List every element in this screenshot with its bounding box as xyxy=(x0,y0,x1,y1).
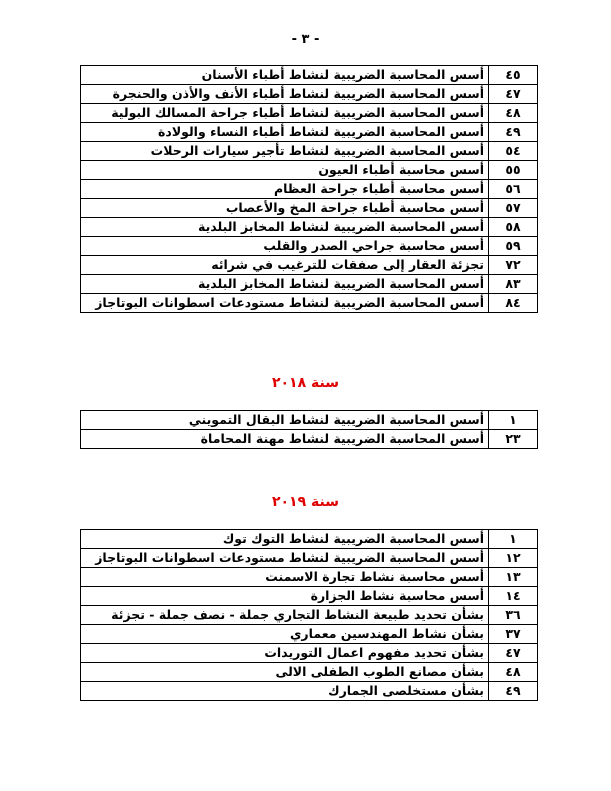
row-number: ٥٤ xyxy=(489,142,538,161)
table-row xyxy=(81,275,538,294)
row-number: ٣٦ xyxy=(489,606,538,625)
instructions-table-2018 xyxy=(80,410,538,449)
table-row xyxy=(81,218,538,237)
row-title: بشأن مصانع الطوب الطفلى الالى xyxy=(81,663,489,682)
row-number: ٥٥ xyxy=(489,161,538,180)
row-number: ٧٢ xyxy=(489,256,538,275)
table-row xyxy=(81,682,538,701)
row-number: ٤٨ xyxy=(489,104,538,123)
row-number: ١٤ xyxy=(489,587,538,606)
table-row xyxy=(81,663,538,682)
row-title: تجزئة العقار إلى صفقات للترغيب في شرائه xyxy=(81,256,489,275)
table-row xyxy=(81,625,538,644)
row-number: ٤٧ xyxy=(489,85,538,104)
row-title: أسس المحاسبة الضريبية لنشاط التوك توك xyxy=(81,530,489,549)
row-number: ٨٤ xyxy=(489,294,538,313)
row-number: ٤٩ xyxy=(489,682,538,701)
instructions-table-1 xyxy=(80,65,538,313)
table-row xyxy=(81,644,538,663)
table-row xyxy=(81,294,538,313)
row-number: ٥٩ xyxy=(489,237,538,256)
row-number: ٣٧ xyxy=(489,625,538,644)
row-number: ١٣ xyxy=(489,568,538,587)
row-title: أسس محاسبة أطباء جراحة المخ والأعصاب xyxy=(81,199,489,218)
row-number: ٤٧ xyxy=(489,644,538,663)
row-title: أسس محاسبة جراحي الصدر والقلب xyxy=(81,237,489,256)
row-title: أسس محاسبة نشاط تجارة الاسمنت xyxy=(81,568,489,587)
table-row xyxy=(81,411,538,430)
row-title: بشأن مستخلصى الجمارك xyxy=(81,682,489,701)
table-row xyxy=(81,85,538,104)
row-title: بشأن تحديد طبيعة النشاط التجاري جملة - نصف جملة - تجزئة xyxy=(81,606,489,625)
row-title: أسس المحاسبة الضريبية لنشاط مستودعات اسطوانات البوتاجاز xyxy=(81,294,489,313)
table-row xyxy=(81,530,538,549)
row-title: أسس محاسبة أطباء جراحة العظام xyxy=(81,180,489,199)
row-number: ٥٨ xyxy=(489,218,538,237)
row-title: أسس المحاسبة الضريبية لنشاط أطباء جراحة المسالك البولية xyxy=(81,104,489,123)
table-body xyxy=(81,530,538,701)
table-body xyxy=(81,66,538,313)
row-title: أسس المحاسبة الضريبية لنشاط أطباء الأسنان xyxy=(81,66,489,85)
row-title: أسس المحاسبة الضريبية لنشاط المخابز البلدية xyxy=(81,218,489,237)
table-row xyxy=(81,199,538,218)
row-number: ٤٥ xyxy=(489,66,538,85)
table-row xyxy=(81,180,538,199)
row-number: ٥٦ xyxy=(489,180,538,199)
table-row xyxy=(81,161,538,180)
table-row xyxy=(81,123,538,142)
row-title: بشأن تحديد مفهوم اعمال التوريدات xyxy=(81,644,489,663)
table-body xyxy=(81,411,538,449)
row-title: أسس محاسبة أطباء العيون xyxy=(81,161,489,180)
section-heading-2019: سنة ٢٠١٩ xyxy=(271,494,340,510)
table-row xyxy=(81,104,538,123)
table-row xyxy=(81,256,538,275)
table-row xyxy=(81,430,538,449)
row-number: ٢٣ xyxy=(489,430,538,449)
table-row xyxy=(81,587,538,606)
row-title: أسس المحاسبة الضريبية لنشاط أطباء النساء والولادة xyxy=(81,123,489,142)
table-row xyxy=(81,142,538,161)
table-row xyxy=(81,568,538,587)
table-row xyxy=(81,66,538,85)
row-title: أسس المحاسبة الضريبية لنشاط مستودعات اسطوانات البوتاجاز xyxy=(81,549,489,568)
page-number: - ٣ - xyxy=(291,32,320,47)
row-title: أسس المحاسبة الضريبية لنشاط تأجير سيارات الرحلات xyxy=(81,142,489,161)
instructions-table-2019 xyxy=(80,529,538,701)
row-title: أسس محاسبة نشاط الجزارة xyxy=(81,587,489,606)
section-heading-2018: سنة ٢٠١٨ xyxy=(271,375,340,391)
row-number: ١٢ xyxy=(489,549,538,568)
row-number: ٤٩ xyxy=(489,123,538,142)
table-row xyxy=(81,237,538,256)
row-number: ١ xyxy=(489,411,538,430)
row-number: ٨٣ xyxy=(489,275,538,294)
row-number: ٥٧ xyxy=(489,199,538,218)
row-title: أسس المحاسبة الضريبية لنشاط مهنة المحاماة xyxy=(81,430,489,449)
row-title: أسس المحاسبة الضريبية لنشاط البقال التمويني xyxy=(81,411,489,430)
row-title: بشأن نشاط المهندسين معماري xyxy=(81,625,489,644)
row-title: أسس المحاسبة الضريبية لنشاط المخابز البلدية xyxy=(81,275,489,294)
table-row xyxy=(81,606,538,625)
row-title: أسس المحاسبة الضريبية لنشاط أطباء الأنف والأذن والحنجرة xyxy=(81,85,489,104)
table-row xyxy=(81,549,538,568)
row-number: ٤٨ xyxy=(489,663,538,682)
row-number: ١ xyxy=(489,530,538,549)
